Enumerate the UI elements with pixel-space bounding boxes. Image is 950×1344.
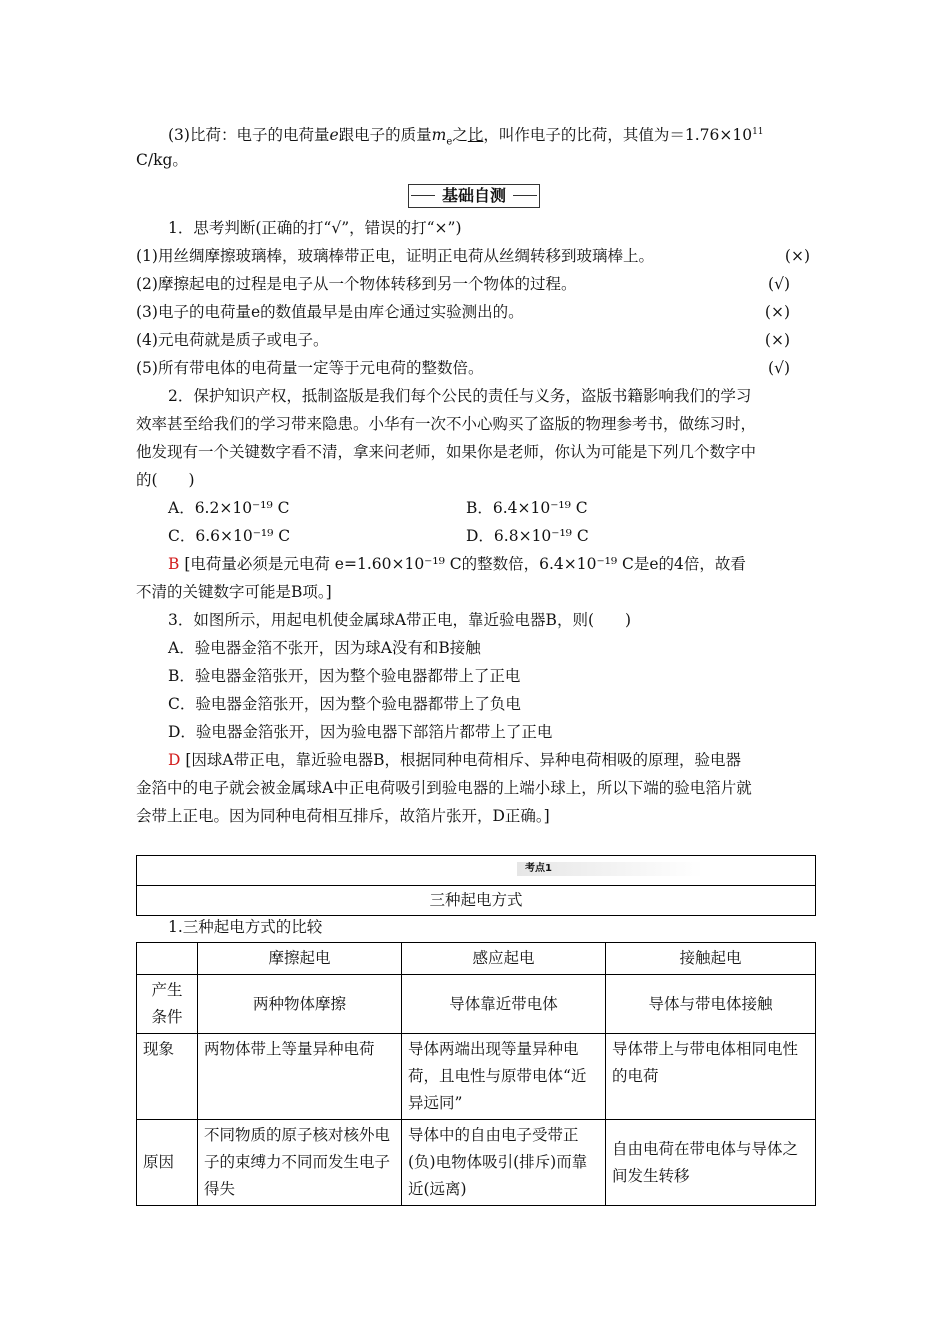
q1-item-text: (3)电子的电荷量e的数值最早是由库仑通过实验测出的。 [136, 303, 524, 321]
q2-stem-line: 的( ) [136, 471, 195, 489]
table-cell: 导体两端出现等量异种电荷，且电性与原带电体“近异远同” [402, 1034, 606, 1120]
intro-text: 跟电子的质量 [338, 126, 432, 145]
table-header-cell: 摩擦起电 [198, 943, 402, 975]
kaodian-title: 三种起电方式 [429, 891, 523, 909]
q1-item-mark: (√) [768, 359, 790, 377]
section-banner: 基础自测 [408, 184, 540, 208]
q2-stem-line: 他发现有一个关键数字看不清，拿来问老师，如果你是老师，你认为可能是下列几个数字中 [136, 443, 757, 461]
table-cell: 导体靠近带电体 [402, 975, 606, 1034]
table-header-cell [137, 943, 198, 975]
q1-item-text: (4)元电荷就是质子或电子。 [136, 331, 329, 349]
q2-answer: B [168, 555, 180, 573]
table-header-cell: 感应起电 [402, 943, 606, 975]
table-header-cell: 接触起电 [606, 943, 816, 975]
table-cell: 导体带上与带电体相同电性的电荷 [606, 1034, 816, 1120]
q3-explanation-line [168, 746, 818, 774]
q2-explanation-line [168, 550, 818, 578]
q2-explanation-text: [电荷量必须是元电荷 e=1.60×10⁻¹⁹ C的整数倍，6.4×10⁻¹⁹ C是e的4倍，故看 [184, 555, 746, 573]
q3-explanation-text: [因球A带正电，靠近验电器B，根据同种电荷相斥、异种电荷相吸的原理，验电器 [185, 751, 742, 769]
q1-item-mark: (×) [784, 247, 810, 265]
intro-text: 之 [452, 126, 468, 145]
table-cell: 自由电荷在带电体与导体之间发生转移 [606, 1120, 816, 1206]
comparison-table [136, 942, 816, 1206]
table-row-label: 原因 [137, 1120, 198, 1206]
var-me: m [431, 126, 447, 145]
q2-option-b: B．6.4×10⁻¹⁹ C [466, 499, 588, 517]
q1-item-mark: (×) [764, 303, 790, 321]
table-row [137, 975, 816, 1034]
q2-stem-line: 效率甚至给我们的学习带来隐患。小华有一次不小心购买了盗版的物理参考书，做练习时， [136, 415, 757, 433]
q1-item [136, 242, 816, 270]
table-row-label: 产生 条件 [137, 975, 198, 1034]
q1-item-mark: (√) [768, 275, 790, 293]
q3-explanation-line: 会带上正电。因为同种电荷相互排斥，故箔片张开，D正确。] [136, 807, 550, 825]
q3-option-b: B．验电器金箔张开，因为整个验电器都带上了正电 [168, 667, 521, 685]
divider [137, 885, 815, 886]
table-caption: 1.三种起电方式的比较 [168, 918, 323, 936]
q1-item [136, 354, 816, 382]
kaodian-tag [517, 862, 703, 876]
kaodian-tag-text: 考点1 [525, 863, 552, 874]
intro-line-2: C/kg。 [136, 151, 188, 169]
table-header-row [137, 943, 816, 975]
q3-answer: D [168, 751, 181, 769]
underlined-term: 比 [467, 126, 484, 145]
q2-option-c: C．6.6×10⁻¹⁹ C [168, 527, 291, 545]
var-me-sub: e [446, 136, 453, 148]
kaodian-box [136, 855, 816, 916]
table-row [137, 1034, 816, 1120]
exponent: 11 [752, 127, 764, 137]
q3-option-c: C．验电器金箔张开，因为整个验电器都带上了负电 [168, 695, 521, 713]
q2-explanation-line: 不清的关键数字可能是B项。] [136, 583, 332, 601]
q2-stem-line: 2．保护知识产权，抵制盗版是我们每个公民的责任与义务，盗版书籍影响我们的学习 [168, 387, 752, 405]
q3-stem: 3．如图所示，用起电机使金属球A带正电，靠近验电器B，则( ) [168, 611, 632, 629]
table-row [137, 1120, 816, 1206]
q1-item-text: (2)摩擦起电的过程是电子从一个物体转移到另一个物体的过程。 [136, 275, 577, 293]
table-cell: 导体与带电体接触 [606, 975, 816, 1034]
intro-text: ，叫作电子的比荷，其值为＝1.76×10 [483, 126, 753, 145]
q1-item-text: (1)用丝绸摩擦玻璃棒，玻璃棒带正电，证明正电荷从丝绸转移到玻璃棒上。 [136, 247, 654, 265]
table-cell: 两种物体摩擦 [198, 975, 402, 1034]
table-cell: 不同物质的原子核对核外电子的束缚力不同而发生电子得失 [198, 1120, 402, 1206]
q3-option-a: A．验电器金箔不张开，因为球A没有和B接触 [168, 639, 481, 657]
q1-item [136, 298, 816, 326]
table-row-label: 现象 [137, 1034, 198, 1120]
intro-text: (3)比荷：电子的电荷量 [168, 126, 330, 145]
q3-option-d: D．验电器金箔张开，因为验电器下部箔片都带上了正电 [168, 723, 553, 741]
q1-item-mark: (×) [764, 331, 790, 349]
q3-explanation-line: 金箔中的电子就会被金属球A中正电荷吸引到验电器的上端小球上，所以下端的验电箔片就 [136, 779, 752, 797]
var-e: e [329, 126, 339, 145]
table-cell: 两物体带上等量异种电荷 [198, 1034, 402, 1120]
q1-item [136, 270, 816, 298]
q2-option-a: A．6.2×10⁻¹⁹ C [168, 499, 290, 517]
q1-item-text: (5)所有带电体的电荷量一定等于元电荷的整数倍。 [136, 359, 484, 377]
table-cell: 导体中的自由电子受带正(负)电物体吸引(排斥)而靠近(远离) [402, 1120, 606, 1206]
q1-item [136, 326, 816, 354]
q1-stem: 1．思考判断(正确的打“√”，错误的打“×”) [168, 219, 462, 237]
q2-option-d: D．6.8×10⁻¹⁹ C [466, 527, 589, 545]
